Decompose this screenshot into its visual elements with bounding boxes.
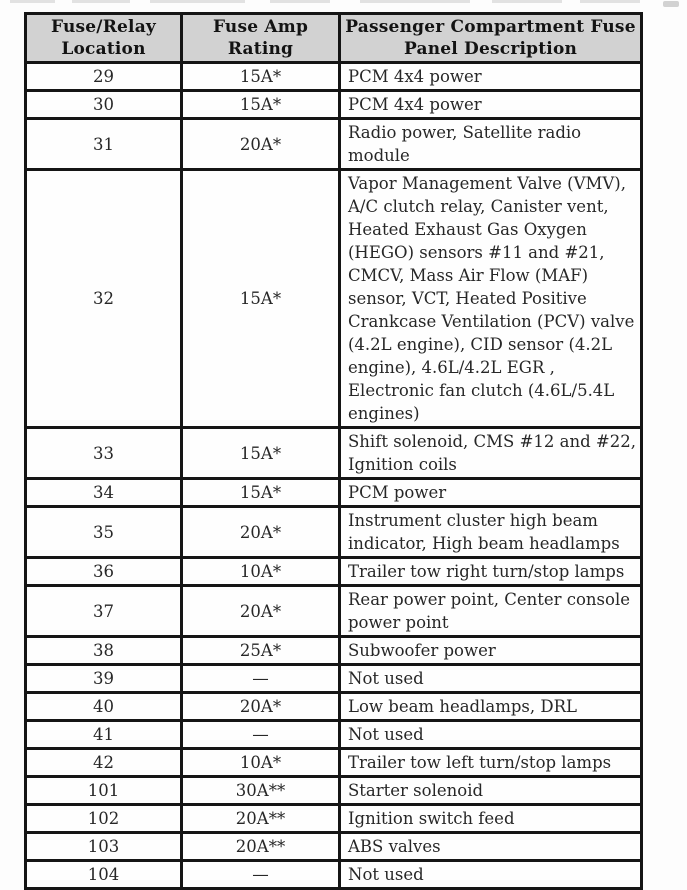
fuse-location: 40 bbox=[26, 693, 182, 721]
fuse-location: 37 bbox=[26, 586, 182, 637]
fuse-description: PCM power bbox=[340, 479, 642, 507]
table-row bbox=[26, 805, 642, 833]
table-row bbox=[26, 91, 642, 119]
fuse-location: 34 bbox=[26, 479, 182, 507]
fuse-description: PCM 4x4 power bbox=[340, 91, 642, 119]
fuse-location: 103 bbox=[26, 833, 182, 861]
col-header-panel-description: Passenger Compartment Fuse Panel Description bbox=[340, 14, 642, 63]
fuse-rating: 15A* bbox=[182, 91, 340, 119]
fuse-description: ABS valves bbox=[340, 833, 642, 861]
table-row bbox=[26, 119, 642, 170]
fuse-rating: 10A* bbox=[182, 749, 340, 777]
table-row bbox=[26, 479, 642, 507]
scan-artifact bbox=[492, 0, 562, 3]
fuse-location: 39 bbox=[26, 665, 182, 693]
fuse-location: 32 bbox=[26, 170, 182, 428]
fuse-rating: 20A** bbox=[182, 833, 340, 861]
table-row bbox=[26, 428, 642, 479]
fuse-description: Starter solenoid bbox=[340, 777, 642, 805]
fuse-rating: 20A** bbox=[182, 805, 340, 833]
table-row bbox=[26, 558, 642, 586]
fuse-rating: 15A* bbox=[182, 63, 340, 91]
fuse-description: Ignition switch feed bbox=[340, 805, 642, 833]
fuse-location: 104 bbox=[26, 861, 182, 889]
fuse-description: PCM 4x4 power bbox=[340, 63, 642, 91]
fuse-location: 35 bbox=[26, 507, 182, 558]
fuse-location: 38 bbox=[26, 637, 182, 665]
fuse-location: 33 bbox=[26, 428, 182, 479]
fuse-location: 29 bbox=[26, 63, 182, 91]
scan-artifact bbox=[580, 0, 640, 3]
fuse-location: 41 bbox=[26, 721, 182, 749]
fuse-description: Trailer tow right turn/stop lamps bbox=[340, 558, 642, 586]
fuse-location: 30 bbox=[26, 91, 182, 119]
fuse-description: Rear power point, Center console power point bbox=[340, 586, 642, 637]
fuse-rating: 20A* bbox=[182, 693, 340, 721]
fuse-rating: 15A* bbox=[182, 428, 340, 479]
fuse-description: Instrument cluster high beam indicator, High beam headlamps bbox=[340, 507, 642, 558]
fuse-rating: 20A* bbox=[182, 507, 340, 558]
fuse-rating: 15A* bbox=[182, 170, 340, 428]
fuse-description: Not used bbox=[340, 665, 642, 693]
col-header-fuse-relay-location: Fuse/Relay Location bbox=[26, 14, 182, 63]
fuse-rating: — bbox=[182, 861, 340, 889]
table-row bbox=[26, 637, 642, 665]
table-row bbox=[26, 693, 642, 721]
fuse-description: Not used bbox=[340, 861, 642, 889]
fuse-rating: 25A* bbox=[182, 637, 340, 665]
fuse-description: Not used bbox=[340, 721, 642, 749]
fuse-rating: 15A* bbox=[182, 479, 340, 507]
scan-artifact bbox=[270, 0, 330, 3]
col-header-fuse-amp-rating: Fuse Amp Rating bbox=[182, 14, 340, 63]
scan-artifact bbox=[360, 0, 470, 3]
fuse-rating: — bbox=[182, 665, 340, 693]
table-row bbox=[26, 749, 642, 777]
table-row bbox=[26, 665, 642, 693]
fuse-location: 101 bbox=[26, 777, 182, 805]
fuse-rating: 20A* bbox=[182, 586, 340, 637]
fuse-description: Shift solenoid, CMS #12 and #22, Ignition coils bbox=[340, 428, 642, 479]
fuse-location: 42 bbox=[26, 749, 182, 777]
scan-artifact bbox=[150, 0, 245, 3]
table-header-row bbox=[26, 14, 642, 63]
fuse-location: 31 bbox=[26, 119, 182, 170]
fuse-description: Radio power, Satellite radio module bbox=[340, 119, 642, 170]
fuse-rating: 20A* bbox=[182, 119, 340, 170]
table-row bbox=[26, 777, 642, 805]
fuse-description: Subwoofer power bbox=[340, 637, 642, 665]
scan-artifact bbox=[663, 1, 679, 7]
fuse-description: Low beam headlamps, DRL bbox=[340, 693, 642, 721]
fuse-description: Trailer tow left turn/stop lamps bbox=[340, 749, 642, 777]
table-row bbox=[26, 63, 642, 91]
scan-artifact bbox=[10, 0, 55, 3]
fuse-description: Vapor Management Valve (VMV), A/C clutch relay, Canister vent, Heated Exhaust Gas Oxygen (HEGO) sensors #11 and #21, CMCV, Mass Air Flow (MAF) sensor, VCT, Heated Positive Crankcase Ventilation (PCV) valve (4.2L engine), CID sensor (4.2L engine), 4.6L/4.2L EGR , Electronic fan clutch (4.6L/5.4L engines) bbox=[340, 170, 642, 428]
table-row bbox=[26, 721, 642, 749]
fuse-rating: 10A* bbox=[182, 558, 340, 586]
scan-artifact bbox=[72, 0, 130, 3]
fuse-rating: — bbox=[182, 721, 340, 749]
fuse-location: 102 bbox=[26, 805, 182, 833]
fuse-panel-table bbox=[24, 12, 643, 890]
table-row bbox=[26, 170, 642, 428]
fuse-rating: 30A** bbox=[182, 777, 340, 805]
fuse-location: 36 bbox=[26, 558, 182, 586]
table-row bbox=[26, 586, 642, 637]
table-row bbox=[26, 861, 642, 889]
table-row bbox=[26, 507, 642, 558]
